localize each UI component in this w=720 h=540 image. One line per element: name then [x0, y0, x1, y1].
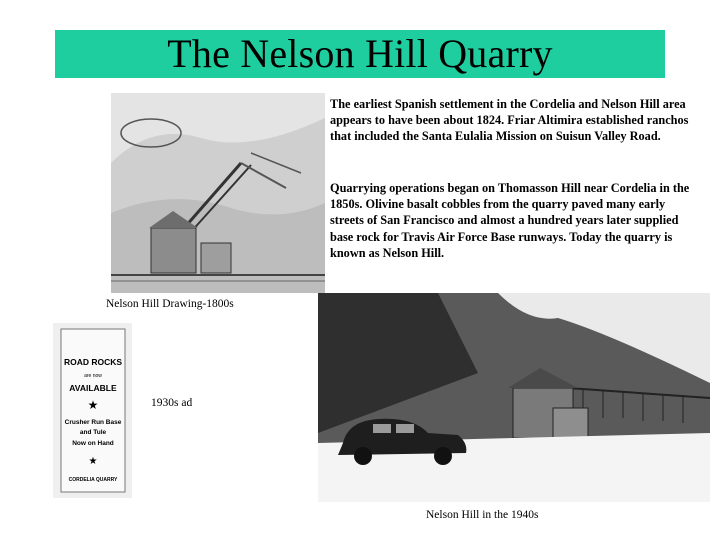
- ad-line1: ROAD ROCKS: [63, 357, 123, 367]
- ad-star2-icon: ★: [88, 456, 98, 467]
- intro-paragraph: The earliest Spanish settlement in the Cordelia and Nelson Hill area appears to have been about 1824. Friar Altimira established ranchos that included the Santa Eulalia Mission on Suisun Valley Road.: [330, 97, 689, 144]
- ad-line5: and Tule: [79, 429, 107, 436]
- quarry-1940s-photo: [318, 293, 710, 502]
- ad-caption: 1930s ad: [151, 397, 193, 409]
- road-rocks-ad-image: [53, 323, 132, 498]
- drawing-caption: Nelson Hill Drawing-1800s: [106, 298, 234, 310]
- quarry-drawing-image: [111, 93, 325, 293]
- ad-line6: Now on Hand: [72, 440, 114, 447]
- quarrying-paragraph: Quarrying operations began on Thomasson Hill near Cordelia in the 1850s. Olivine basalt cobbles from the quarry paved many early streets of San Francisco and almost a hundred years later supplied base rock for Travis Air Force Base runways. Today the quarry is known as Nelson Hill.: [330, 181, 690, 260]
- slide-title: The Nelson Hill Quarry: [167, 31, 553, 76]
- photo-caption: Nelson Hill in the 1940s: [426, 509, 539, 521]
- ad-line4: Crusher Run Base: [64, 419, 122, 426]
- ad-line3: AVAILABLE: [69, 383, 117, 393]
- ad-star-icon: ★: [87, 398, 99, 412]
- ad-line7: CORDELIA QUARRY: [68, 477, 118, 483]
- ad-line2: are now: [84, 373, 102, 379]
- title-banner: [55, 30, 665, 78]
